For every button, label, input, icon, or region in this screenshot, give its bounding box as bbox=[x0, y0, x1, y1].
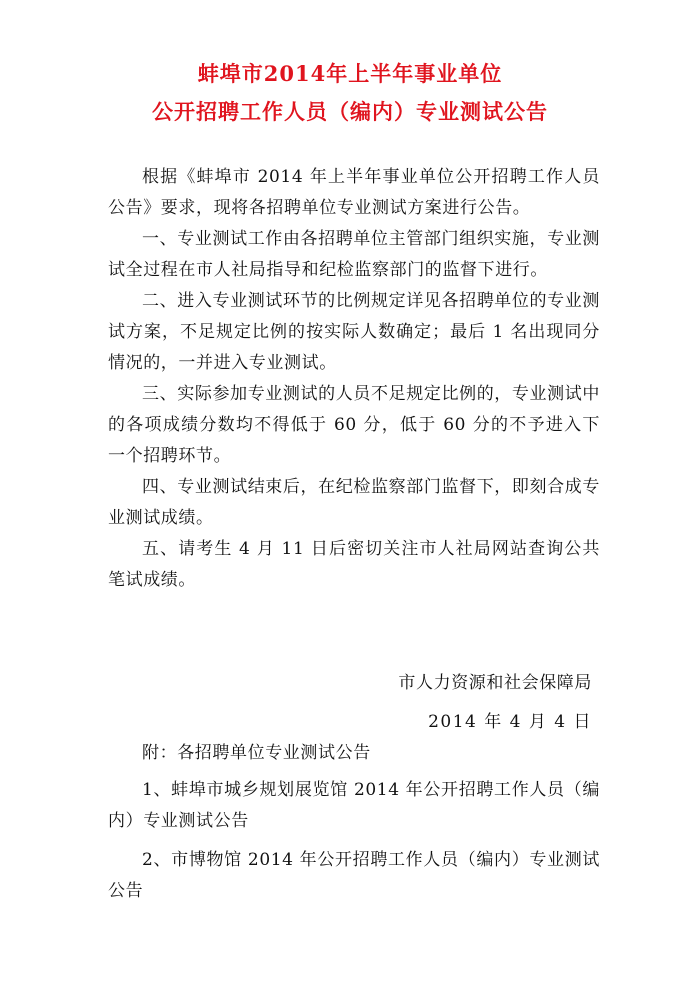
title-line-2: 公开招聘工作人员（编内）专业测试公告 bbox=[152, 99, 548, 124]
attachment-item-1: 1、蚌埠市城乡规划展览馆 2014 年公开招聘工作人员（编内）专业测试公告 bbox=[108, 780, 600, 831]
announcement-body bbox=[108, 162, 600, 596]
title-line-1: 蚌埠市2014年上半年事业单位 bbox=[197, 61, 503, 86]
attachments-heading: 附：各招聘单位专业测试公告 bbox=[142, 743, 371, 763]
attachment-item-2: 2、市博物馆 2014 年公开招聘工作人员（编内）专业测试公告 bbox=[108, 850, 600, 901]
attachments-section bbox=[108, 738, 600, 915]
paragraph-item-1: 一、专业测试工作由各招聘单位主管部门组织实施，专业测试全过程在市人社局指导和纪检监察部门的监督下进行。 bbox=[108, 229, 600, 280]
paragraph-item-5: 五、请考生 4 月 11 日后密切关注市人社局网站查询公共笔试成绩。 bbox=[108, 539, 600, 590]
paragraph-intro: 根据《蚌埠市 2014 年上半年事业单位公开招聘工作人员公告》要求，现将各招聘单位专业测试方案进行公告。 bbox=[108, 167, 600, 218]
signature-date: 2014 年 4 月 4 日 bbox=[428, 712, 592, 732]
paragraph-item-4: 四、专业测试结束后，在纪检监察部门监督下，即刻合成专业测试成绩。 bbox=[108, 477, 600, 528]
signature-organization: 市人力资源和社会保障局 bbox=[398, 673, 592, 693]
paragraph-item-2: 二、进入专业测试环节的比例规定详见各招聘单位的专业测试方案，不足规定比例的按实际人数确定；最后 1 名出现同分情况的，一并进入专业测试。 bbox=[108, 291, 600, 373]
paragraph-item-3: 三、实际参加专业测试的人员不足规定比例的，专业测试中的各项成绩分数均不得低于 60 分，低于 60 分的不予进入下一个招聘环节。 bbox=[108, 384, 600, 466]
